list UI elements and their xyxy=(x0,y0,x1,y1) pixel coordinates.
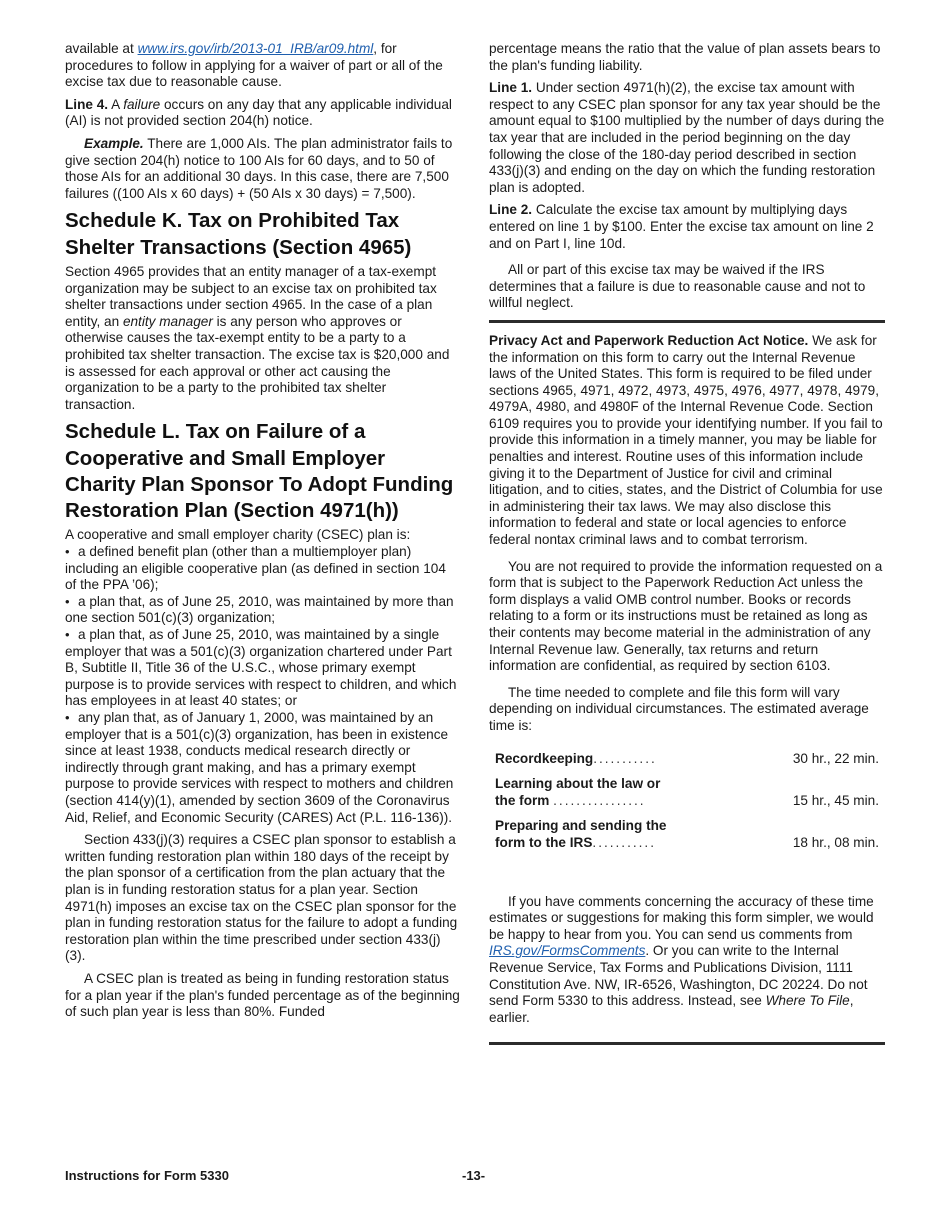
waiver-intro-paragraph: available at www.irs.gov/irb/2013-01_IRB/ar09.html, for procedures to follow in applying for a waiver of part or all of the excise tax due to reasonable cause. xyxy=(65,41,443,90)
time-row-learning: Learning about the law or the form ................ 15 hr., 45 min. xyxy=(495,776,879,808)
bullet-icon: • xyxy=(65,627,70,643)
csec-bullet-1: • a defined benefit plan (other than a multiemployer plan) including an eligible cooperative plan (as defined in section 104 of the PPA ’06); xyxy=(65,544,446,593)
privacy-act-paragraph: Privacy Act and Paperwork Reduction Act Notice. We ask for the information on this form to carry out the Internal Revenue laws of the United States. This form is required to be filed under sections 4965, 4971, 4972, 4973, 4975, 4976, 4977, 4978, 4979, 4979A, 4980, and 4980F of the Internal Revenue Code. Section 6109 requires you to provide your identifying number. If you fail to provide this information in a timely manner, you may be liable for penalties and interest. Routine uses of this information include giving it to the Department of Justice for civil and criminal litigation, and to cities, states, and the District of Columbia for use in administering their tax laws. We may also disclose this information to federal and state or local agencies to enforce federal nontax criminal laws and to combat terrorism. xyxy=(489,332,883,548)
comments-paragraph: If you have comments concerning the accuracy of these time estimates or suggestions for making this form simpler, we would be happy to hear from you. You can send us comments from IRS.gov/FormsComments. Or you can write to the Internal Revenue Service, Tax Forms and Publications Division, 1111 Constitution Ave. NW, IR-6526, Washington, DC 20224. Do not send Form 5330 to this address. Instead, see Where To File, earlier. xyxy=(489,893,874,1025)
bullet-icon: • xyxy=(65,544,70,560)
forms-comments-link[interactable]: IRS.gov/FormsComments xyxy=(489,943,646,959)
right-column xyxy=(489,41,885,1045)
left-column xyxy=(65,41,460,1027)
time-estimate-table xyxy=(495,751,879,852)
funded-percentage-continuation: percentage means the ratio that the value of plan assets bears to the plan's funding liability. xyxy=(489,41,881,73)
footer-page-number: -13- xyxy=(462,1168,486,1183)
csec-bullet-3: • a plan that, as of June 25, 2010, was maintained by a single employer that was a 501(c)(3) organization chartered under Part B, Subtitle II, Title 36 of the U.S.C., whose primary exempt purpose is to provide services with respect to children, and which has employees in at least 40 states; or xyxy=(65,627,457,709)
example-paragraph: Example. There are 1,000 AIs. The plan administrator fails to give section 204(h) notice to 100 AIs for 60 days, and to 50 of those AIs for an additional 30 days. In this case, there are 7,500 failures ((100 AIs x 60 days) + (50 AIs x 30 days) = 7,500). xyxy=(65,135,453,201)
irb-link[interactable]: www.irs.gov/irb/2013-01_IRB/ar09.html xyxy=(137,41,374,56)
time-row-preparing: Preparing and sending the form to the IRS........... 18 hr., 08 min. xyxy=(495,818,879,850)
schedule-k-heading: Schedule K. Tax on Prohibited Tax Shelter Transactions (Section 4965) xyxy=(65,209,412,259)
line1-paragraph: Line 1. Under section 4971(h)(2), the excise tax amount with respect to any CSEC plan sponsor for any tax year should be the amount equal to $100 multiplied by the number of days during the tax year that are included in the period beginning on the day following the close of the 180-day period described in section 433(j)(3) and ending on the day on which the funding restoration plan is adopted. xyxy=(489,80,885,195)
footer-form-title: Instructions for Form 5330 xyxy=(65,1168,229,1183)
line2-paragraph: Line 2. Calculate the excise tax amount by multiplying days entered on line 1 by $100. Enter the excise tax amount on line 2 and on Part I, line 10d. xyxy=(489,202,874,251)
time-row-recordkeeping: Recordkeeping........... 30 hr., 22 min. xyxy=(495,750,879,766)
paperwork-paragraph: You are not required to provide the information requested on a form that is subject to the Paperwork Reduction Act unless the form displays a valid OMB control number. Books or records relating to a form or its instructions must be retained as long as their contents may become material in the administration of any Internal Revenue law. Generally, tax returns and return information are confidential, as required by section 6103. xyxy=(489,558,883,674)
line4-paragraph: Line 4. A failure occurs on any day that any applicable individual (AI) is not provided section 204(h) notice. xyxy=(65,96,452,129)
schedule-l-heading: Schedule L. Tax on Failure of a Cooperative and Small Employer Charity Plan Sponsor To Adopt Funding Restoration Plan (Section 4971(h)) xyxy=(65,420,454,523)
schedule-k-paragraph: Section 4965 provides that an entity manager of a tax-exempt organization may be subject to an excise tax on prohibited tax shelter transactions under section 4965. In the case of a plan entity, an entity manager is any person who approves or otherwise causes the tax-exempt entity to be a party to a prohibited tax shelter transaction. The excise tax is $20,000 and is assessed for each approval or other act causing the organization to be a party to the prohibited tax shelter transaction. xyxy=(65,263,450,412)
csec-intro: A cooperative and small employer charity (CSEC) plan is: xyxy=(65,527,411,543)
section-divider xyxy=(489,320,885,323)
bullet-icon: • xyxy=(65,710,70,725)
time-needed-paragraph: The time needed to complete and file this form will vary depending on individual circumstances. The estimated average time is: xyxy=(489,684,869,733)
bottom-divider xyxy=(489,1042,885,1045)
csec-bullet-4: • any plan that, as of January 1, 2000, was maintained by an employer that is a 501(c)(3) organization, has been in existence since at least 1938, conducts medical research directly or indirectly through grant making, and has a primary exempt purpose to provide services with respect to mothers and children (section 414(y)(1), amended by section 3609 of the Coronavirus Aid, Relief, and Economic Security (CARES) Act (P.L. 116-136)). xyxy=(65,710,454,825)
section-433-paragraph: Section 433(j)(3) requires a CSEC plan sponsor to establish a written funding restoration plan within 180 days of the receipt by the plan sponsor of a certification from the plan actuary that the plan is in funding restoration status for a plan year. Section 4971(h) imposes an excise tax on the CSEC plan sponsor for the plan in funding restoration status for the failure to adopt a funding restoration plan within the time prescribed under section 433(j)(3). xyxy=(65,832,458,964)
waiver-paragraph: All or part of this excise tax may be waived if the IRS determines that a failure is due to reasonable cause and not to willful neglect. xyxy=(489,262,866,311)
csec-funding-paragraph: A CSEC plan is treated as being in funding restoration status for a plan year if the plan's funded percentage as of the beginning of such plan year is less than 80%. Funded xyxy=(65,970,460,1020)
csec-bullet-2: • a plan that, as of June 25, 2010, was maintained by more than one section 501(c)(3) organization; xyxy=(65,593,454,626)
bullet-icon: • xyxy=(65,593,70,609)
